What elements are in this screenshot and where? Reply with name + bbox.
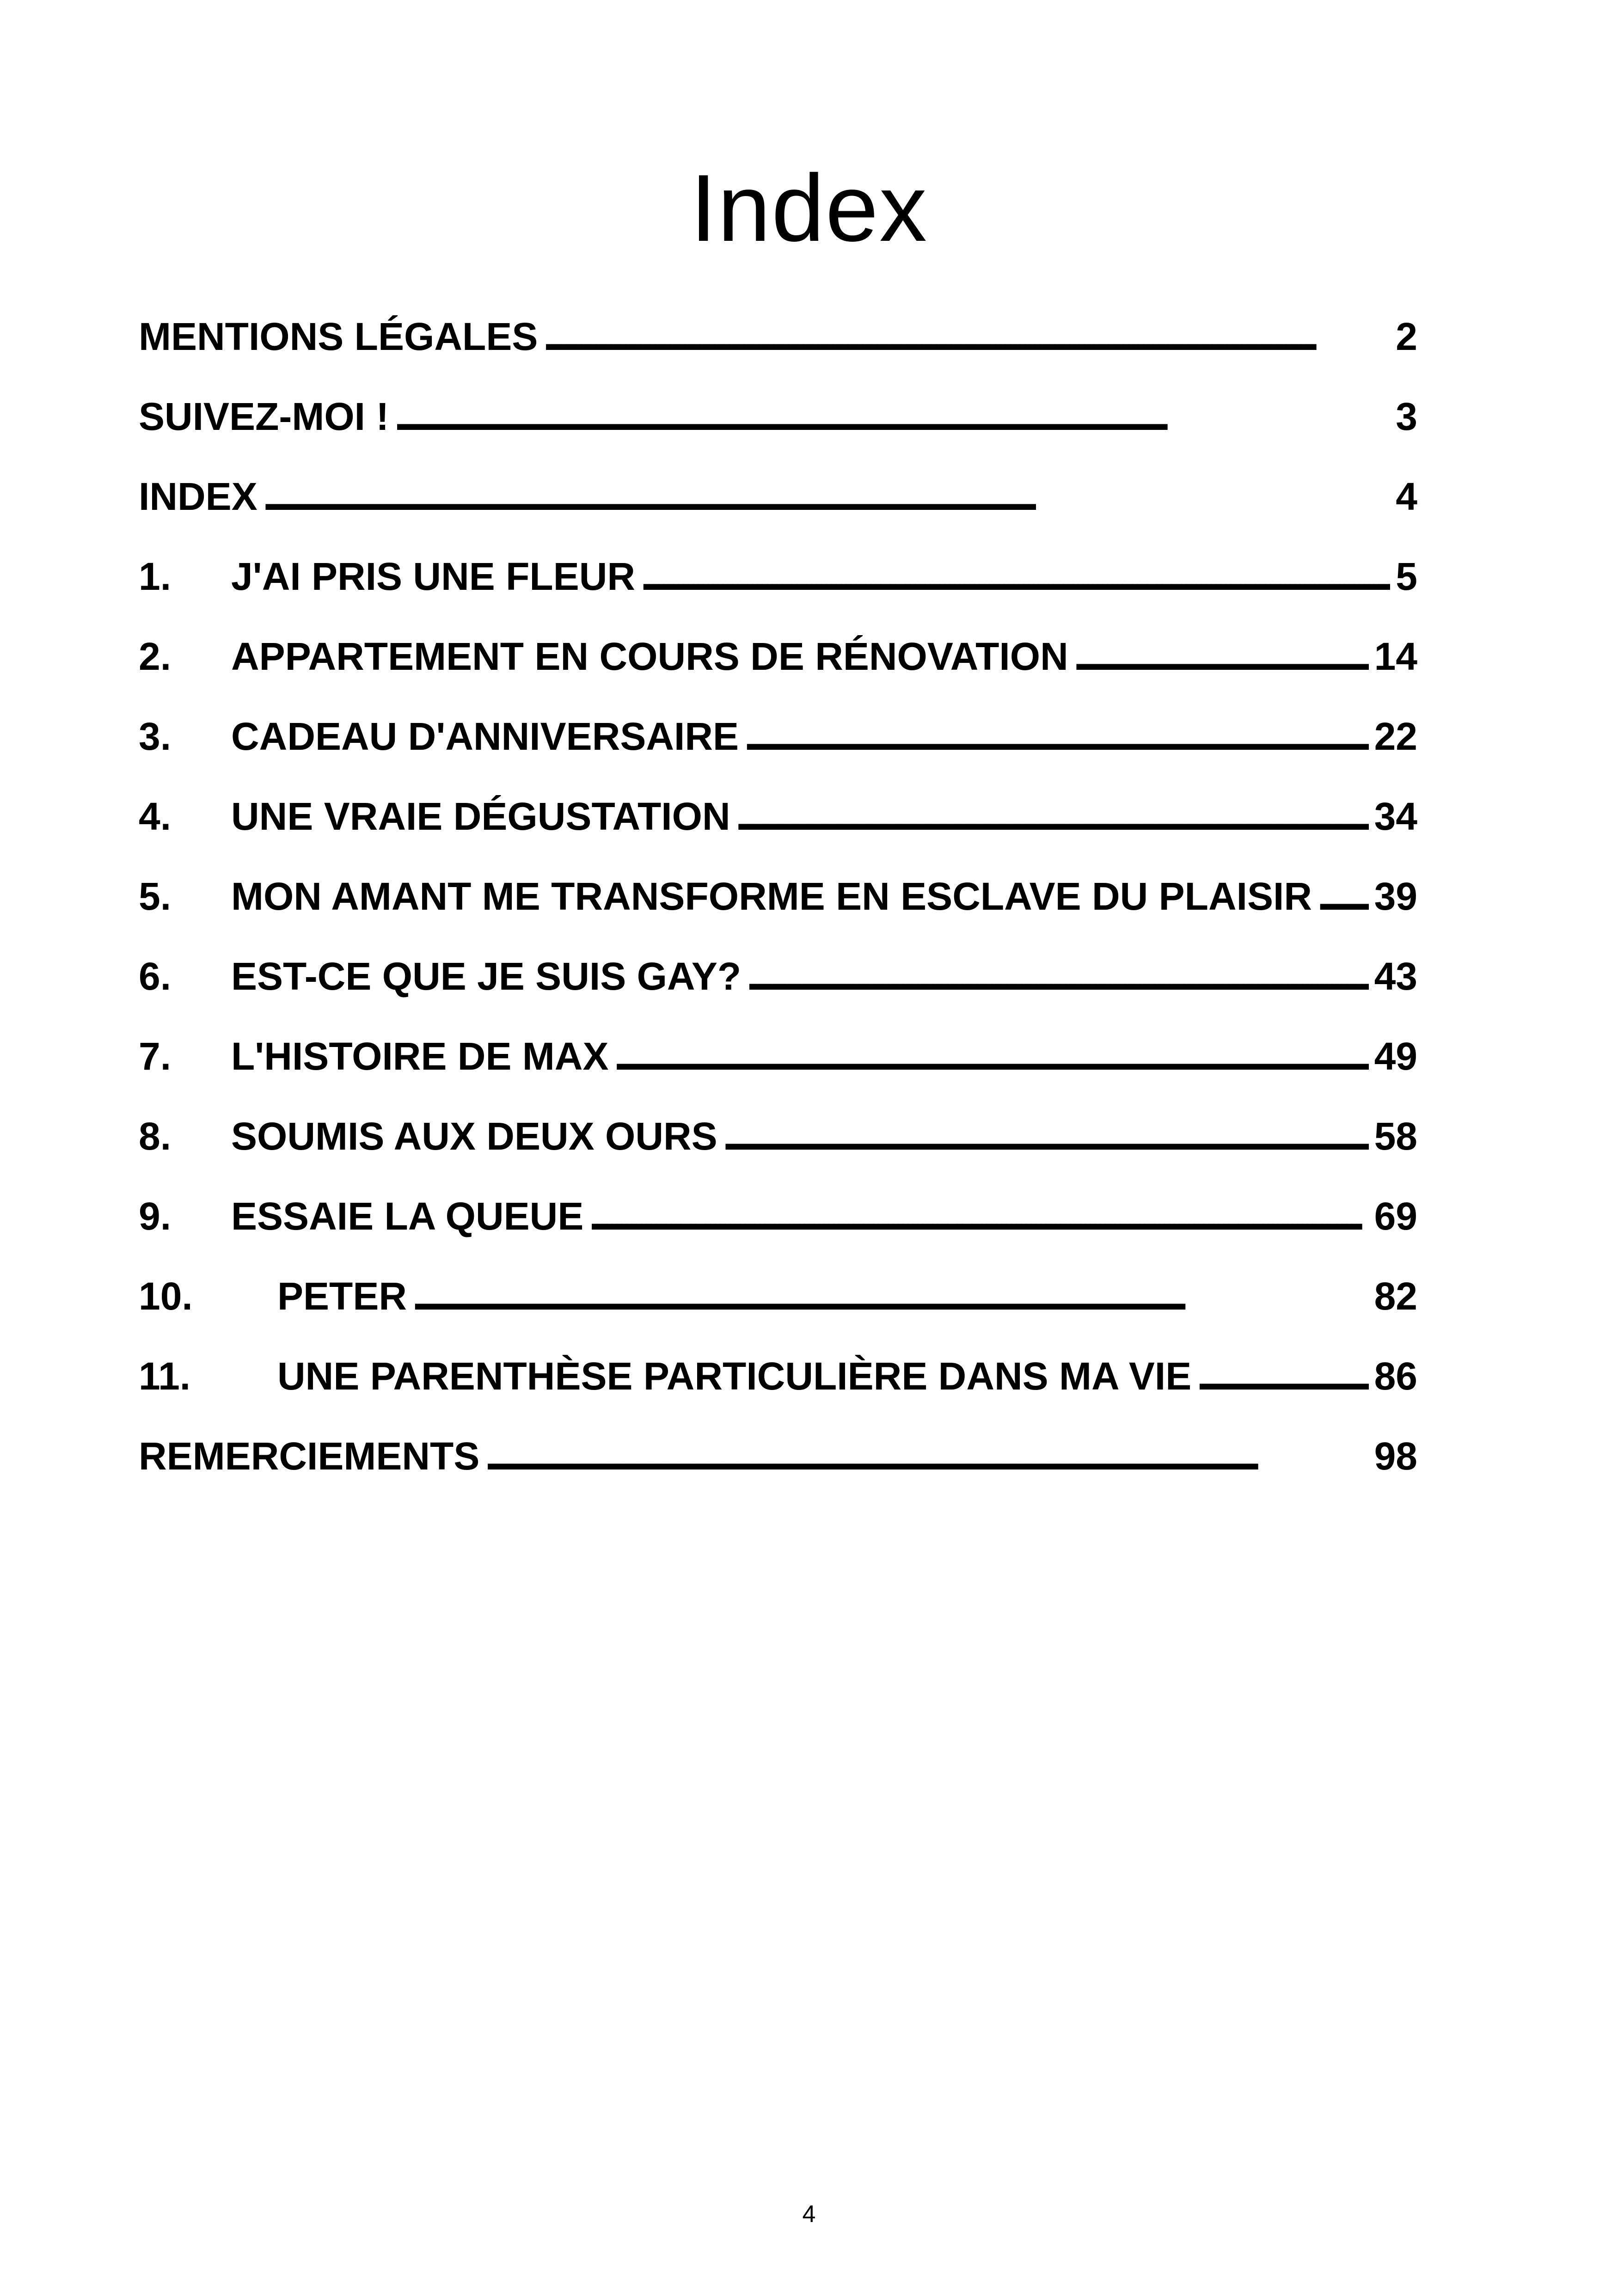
toc-entry[interactable]	[139, 1194, 1417, 1274]
dot-leader	[1074, 634, 1369, 679]
dot-leader	[589, 1194, 1368, 1239]
dot-leader	[641, 554, 1390, 599]
table-of-contents	[139, 314, 1417, 1514]
dot-leader	[485, 1434, 1368, 1479]
toc-entry-title: ESSAIE LA QUEUE	[231, 1194, 584, 1238]
toc-entry-page: 2	[1396, 315, 1417, 358]
dot-leader	[412, 1274, 1369, 1319]
toc-entry-title: SOUMIS AUX DEUX OURS	[231, 1114, 717, 1158]
toc-entry[interactable]	[139, 314, 1417, 394]
dot-leader	[1197, 1354, 1368, 1399]
toc-entry-page: 98	[1374, 1434, 1417, 1478]
dot-leader	[263, 474, 1391, 519]
toc-entry[interactable]	[139, 1114, 1417, 1194]
toc-entry-page: 86	[1374, 1354, 1417, 1398]
toc-entry-number: 11.	[139, 1354, 191, 1398]
dot-leader	[747, 954, 1368, 999]
toc-entry-number: 5.	[139, 875, 172, 918]
dot-leader	[1318, 874, 1369, 919]
toc-entry-number: 4.	[139, 795, 172, 838]
toc-entry-number: 2.	[139, 635, 172, 678]
page-title: Index	[690, 155, 928, 261]
toc-entry[interactable]	[139, 554, 1417, 634]
toc-entry[interactable]	[139, 474, 1417, 554]
toc-entry-page: 82	[1374, 1274, 1417, 1318]
toc-entry-title: PETER	[277, 1274, 407, 1318]
toc-entry-number: 3.	[139, 715, 172, 758]
toc-entry[interactable]	[139, 394, 1417, 474]
dot-leader	[744, 714, 1368, 759]
toc-entry-page: 39	[1374, 875, 1417, 918]
dot-leader	[614, 1034, 1369, 1079]
toc-entry-number: 6.	[139, 955, 172, 998]
toc-entry-title: L'HISTOIRE DE MAX	[231, 1035, 609, 1078]
toc-entry[interactable]	[139, 954, 1417, 1034]
toc-entry-page: 22	[1374, 715, 1417, 758]
dot-leader	[543, 314, 1390, 359]
toc-entry-title: INDEX	[139, 475, 257, 518]
toc-entry-title: EST-CE QUE JE SUIS GAY?	[231, 955, 742, 998]
toc-entry-title: MENTIONS LÉGALES	[139, 315, 538, 358]
toc-entry-title: SUIVEZ-MOI !	[139, 395, 389, 438]
toc-entry-page: 4	[1396, 475, 1417, 518]
toc-entry-title: J'AI PRIS UNE FLEUR	[231, 555, 636, 598]
toc-entry-page: 14	[1374, 635, 1417, 678]
toc-entry[interactable]	[139, 1354, 1417, 1434]
toc-entry[interactable]	[139, 1434, 1417, 1514]
page-number: 4	[802, 2201, 816, 2228]
toc-entry-number: 9.	[139, 1194, 172, 1238]
toc-entry-number: 1.	[139, 555, 172, 598]
toc-entry-page: 34	[1374, 795, 1417, 838]
toc-entry-title: UNE PARENTHÈSE PARTICULIÈRE DANS MA VIE	[277, 1354, 1192, 1398]
toc-entry[interactable]	[139, 1034, 1417, 1114]
toc-entry-title: UNE VRAIE DÉGUSTATION	[231, 795, 730, 838]
toc-entry-page: 69	[1374, 1194, 1417, 1238]
toc-entry-number: 8.	[139, 1114, 172, 1158]
toc-entry-title: CADEAU D'ANNIVERSAIRE	[231, 715, 739, 758]
toc-entry-title: MON AMANT ME TRANSFORME EN ESCLAVE DU PLAISIR	[231, 875, 1312, 918]
dot-leader	[394, 394, 1390, 439]
toc-entry-page: 5	[1396, 555, 1417, 598]
toc-entry-number: 10.	[139, 1274, 193, 1318]
dot-leader	[723, 1114, 1369, 1159]
toc-entry-page: 43	[1374, 955, 1417, 998]
toc-entry-title: APPARTEMENT EN COURS DE RÉNOVATION	[231, 635, 1068, 678]
toc-entry[interactable]	[139, 1274, 1417, 1354]
dot-leader	[736, 794, 1369, 839]
toc-entry[interactable]	[139, 634, 1417, 714]
toc-entry-title: REMERCIEMENTS	[139, 1434, 480, 1478]
toc-entry-page: 58	[1374, 1114, 1417, 1158]
toc-entry-page: 49	[1374, 1035, 1417, 1078]
toc-entry[interactable]	[139, 794, 1417, 874]
toc-entry[interactable]	[139, 714, 1417, 794]
toc-entry-number: 7.	[139, 1035, 172, 1078]
toc-entry[interactable]	[139, 874, 1417, 954]
toc-entry-page: 3	[1396, 395, 1417, 438]
